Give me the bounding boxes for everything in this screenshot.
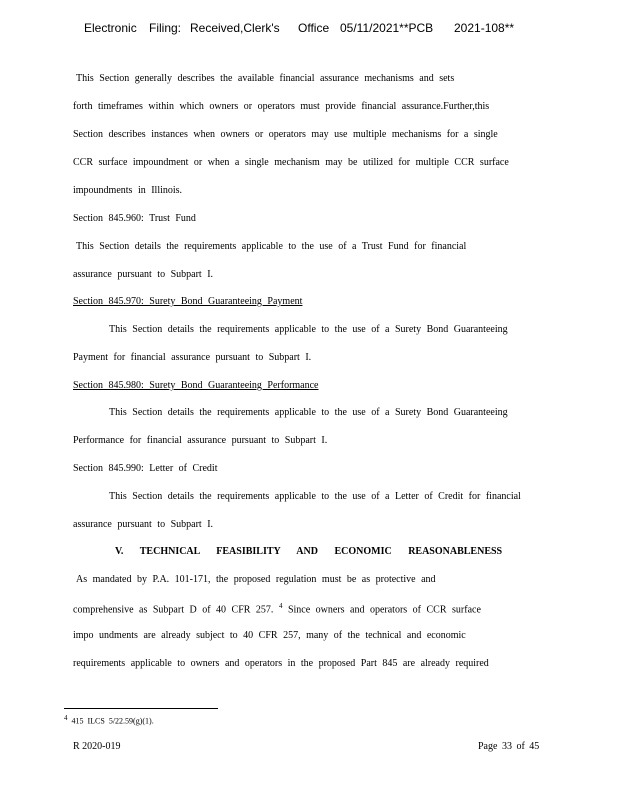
body-line: This Section details the requirements applicable to the use of a Letter of Credit for financial (109, 491, 521, 502)
body-line: This Section generally describes the available financial assurance mechanisms and sets (76, 73, 455, 84)
header-office: Office (298, 21, 330, 35)
header-received: Received,Clerk's (190, 21, 280, 35)
body-line: This Section details the requirements applicable to the use of a Surety Bond Guaranteeing (109, 407, 508, 418)
header-docket: 2021-108** (454, 21, 515, 35)
header-stamp: 05/11/2021**PCB (340, 21, 434, 35)
body-line: requirements applicable to owners and operators in the proposed Part 845 are already required (73, 658, 489, 669)
footnote-reference[interactable]: 4 (278, 602, 283, 610)
footnote-marker: 4 (64, 714, 68, 722)
section-845-990-title: Section 845.990: Letter of Credit (73, 463, 218, 474)
body-line: CCR surface impoundment or when a single mechanism may be utilized for multiple CCR surface (73, 157, 509, 168)
body-line: Performance for financial assurance pursuant to Subpart I. (73, 435, 328, 446)
footnote (64, 714, 154, 726)
section-845-970-title: Section 845.970: Surety Bond Guaranteeing Payment (73, 296, 303, 307)
section-heading-v: V. TECHNICAL FEASIBILITY AND ECONOMIC REASONABLENESS (115, 546, 503, 557)
body-line: Section describes instances when owners or operators may use multiple mechanisms for a single (73, 129, 498, 140)
body-line: assurance pursuant to Subpart I. (73, 519, 214, 530)
body-line: forth timeframes within which owners or operators must provide financial assurance.Further,this (73, 101, 490, 112)
footnote-divider (64, 708, 218, 709)
header-filing: Filing: (149, 21, 182, 35)
body-line: assurance pursuant to Subpart I. (73, 269, 214, 280)
body-line: This Section details the requirements applicable to the use of a Surety Bond Guaranteeing (109, 324, 508, 335)
footer-page-number: Page 33 of 45 (478, 741, 540, 752)
body-line: This Section details the requirements applicable to the use of a Trust Fund for financial (76, 241, 467, 252)
footer-docket: R 2020-019 (73, 741, 121, 752)
body-line-with-footnote (73, 602, 481, 615)
header-electronic: Electronic (84, 21, 137, 35)
body-line: impoundments in Illinois. (73, 185, 183, 196)
section-845-980-title: Section 845.980: Surety Bond Guaranteeing Performance (73, 380, 319, 391)
section-845-960-title: Section 845.960: Trust Fund (73, 213, 196, 224)
body-line: impo undments are already subject to 40 CFR 257, many of the technical and economic (73, 630, 466, 641)
body-text: comprehensive as Subpart D of 40 CFR 257. (73, 604, 274, 616)
footnote-text: 415 ILCS 5/22.59(g)(1). (71, 716, 154, 726)
body-line: Payment for financial assurance pursuant to Subpart I. (73, 352, 312, 363)
body-text: Since owners and operators of CCR surface (287, 604, 481, 616)
body-line: As mandated by P.A. 101-171, the proposed regulation must be as protective and (76, 574, 436, 585)
